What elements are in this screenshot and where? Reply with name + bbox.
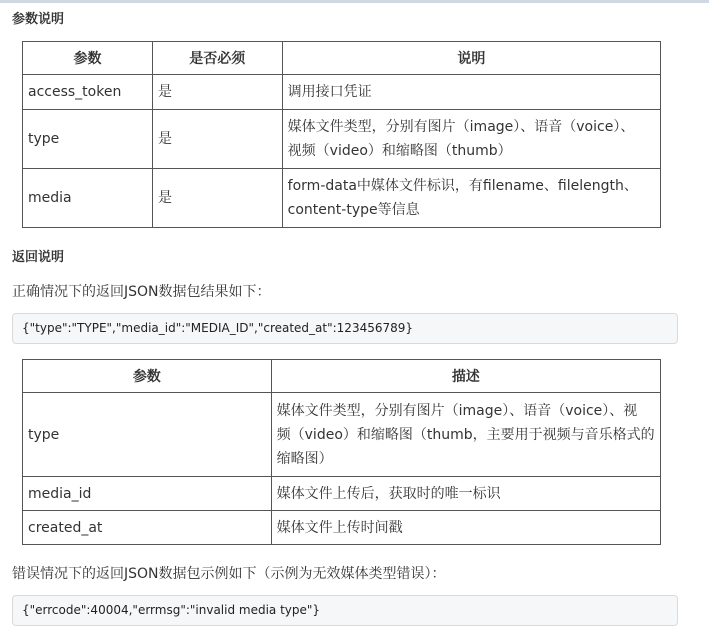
header-param: 参数 (23, 360, 272, 393)
header-description: 描述 (271, 360, 660, 393)
params-table-header (23, 42, 661, 75)
success-intro-text: 正确情况下的返回JSON数据包结果如下： (12, 284, 271, 300)
param-name: type (23, 110, 153, 169)
param-required: 是 (152, 169, 282, 228)
table-row (23, 110, 661, 169)
section-heading-params: 参数说明 (12, 12, 65, 27)
return-description (271, 511, 660, 545)
header-param: 参数 (23, 42, 153, 75)
table-row (23, 75, 661, 110)
success-code-block: {"type":"TYPE","media_id":"MEDIA_ID","created_at":123456789} (12, 313, 678, 344)
return-name: type (23, 393, 272, 477)
top-border (0, 0, 709, 3)
error-code-block: {"errcode":40004,"errmsg":"invalid media type"} (12, 595, 678, 626)
return-description (271, 393, 660, 477)
param-description (282, 75, 660, 110)
header-description: 说明 (282, 42, 660, 75)
param-name: access_token (23, 75, 153, 110)
param-description-line: 视频（video）和缩略图（thumb） (287, 143, 512, 159)
return-table-header (23, 360, 661, 393)
param-description-line: 调用接口凭证 (287, 84, 372, 100)
return-name: created_at (23, 511, 272, 545)
return-table (22, 359, 661, 545)
return-description-line: 媒体文件上传时间戳 (276, 519, 403, 536)
return-description-line: 媒体文件类型，分别有图片（image）、语音（voice）、视 (276, 402, 638, 419)
table-row (23, 169, 661, 228)
return-description-line: 媒体文件上传后，获取时的唯一标识 (276, 485, 501, 502)
param-required: 是 (152, 110, 282, 169)
table-row (23, 511, 661, 545)
error-intro-text: 错误情况下的返回JSON数据包示例如下（示例为无效媒体类型错误）： (12, 566, 446, 582)
return-description-line: 缩略图） (276, 450, 333, 467)
section-heading-return: 返回说明 (12, 250, 65, 265)
param-description (282, 110, 660, 169)
param-required: 是 (152, 75, 282, 110)
params-table (22, 41, 661, 228)
param-description-line: 媒体文件类型，分别有图片（image）、语音（voice）、 (287, 119, 635, 135)
return-description (271, 477, 660, 511)
param-description-line: form-data中媒体文件标识，有filename、filelength、 (287, 178, 638, 194)
table-row (23, 393, 661, 477)
param-description (282, 169, 660, 228)
return-description-line: 频（video）和缩略图（thumb，主要用于视频与音乐格式的 (276, 426, 655, 443)
param-description-line: content-type等信息 (287, 202, 420, 218)
return-name: media_id (23, 477, 272, 511)
param-name: media (23, 169, 153, 228)
header-required: 是否必须 (152, 42, 282, 75)
table-row (23, 477, 661, 511)
